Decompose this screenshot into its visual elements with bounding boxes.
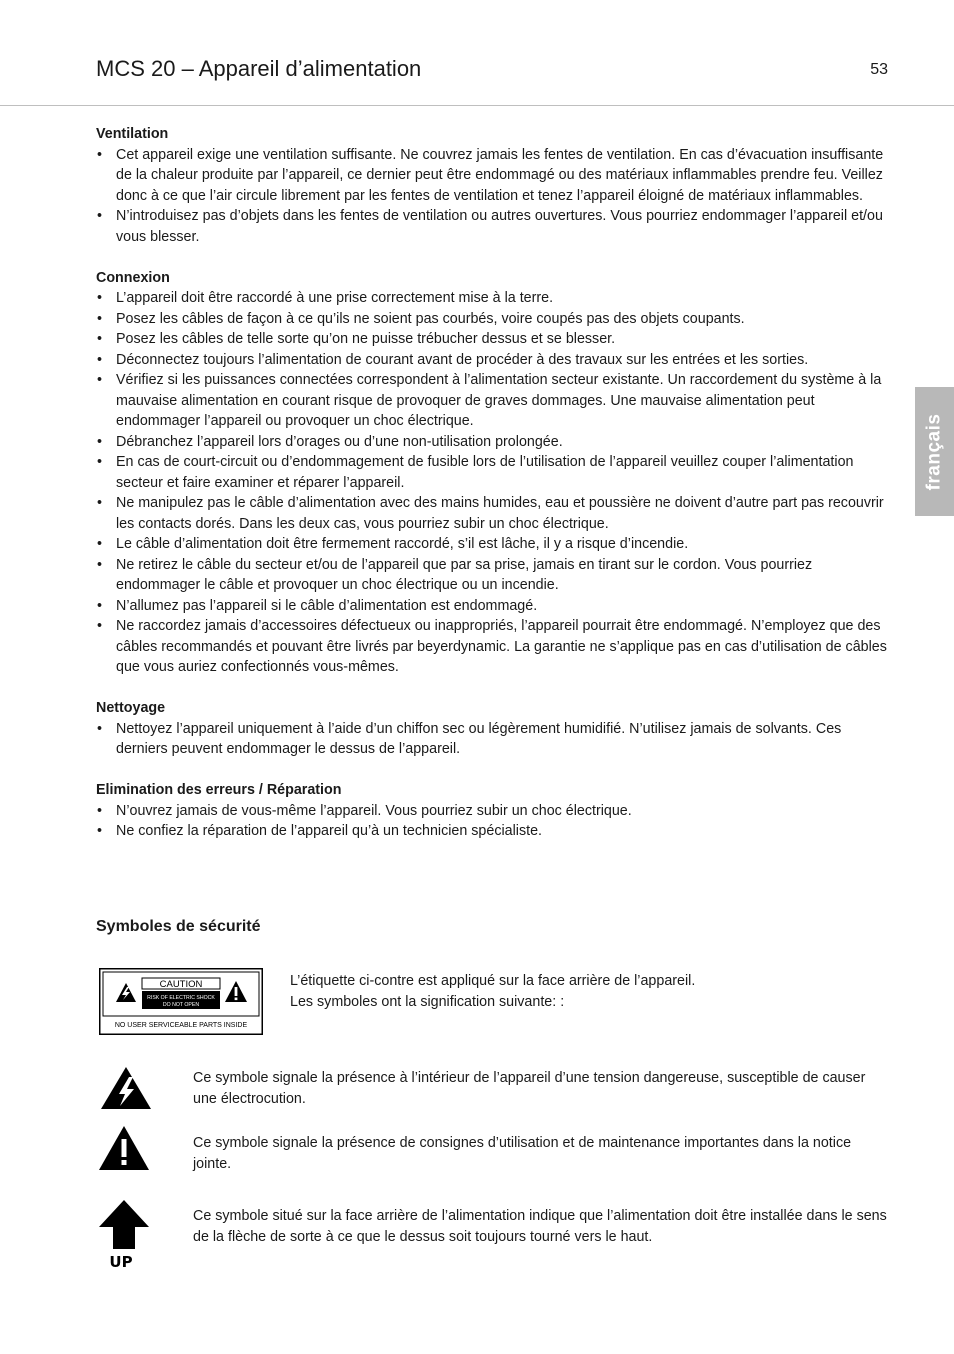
header-divider (0, 105, 954, 106)
caution-line-2: DO NOT OPEN (162, 1002, 200, 1008)
caution-description-line: Les symboles ont la signification suivante: : (290, 993, 565, 1010)
section-heading: Nettoyage (96, 700, 166, 716)
caution-label-image (99, 968, 263, 1035)
list-item: • En cas de court-circuit ou d’endommagement de fusible lors de l’utilisation de l’appareil veuillez couper l’alimentation secteur et faire examiner et réparer l’appareil. (96, 452, 891, 493)
list-item: • N’allumez pas l’appareil si le câble d’alimentation est endommagé. (96, 596, 891, 617)
caution-word: CAUTION (159, 979, 203, 990)
list-item: • Ne raccordez jamais d’accessoires défectueux ou inappropriés, l’appareil pourrait être endommagé. N’employez que des câbles recommandés et pouvant être livrés par beyerdynamic. La garantie ne s’applique pas en cas d’utilisation de câbles que vous auriez confectionnés vous-mêmes. (96, 616, 891, 678)
list-item: • Posez les câbles de telle sorte qu’on ne puisse trébucher dessus et se blesser. (96, 329, 891, 350)
lightning-warning-icon (100, 1066, 152, 1110)
caution-footer: NO USER SERVICEABLE PARTS INSIDE (114, 1022, 248, 1029)
caution-description-line: L’étiquette ci-contre est appliqué sur la face arrière de l’appareil. (290, 973, 696, 989)
page-title: MCS 20 – Appareil d’alimentation (96, 56, 422, 81)
section-reparation (96, 780, 891, 842)
bullet-list (96, 288, 891, 678)
section-connexion (96, 268, 891, 678)
list-item: • Débranchez l’appareil lors d’orages ou d’une non-utilisation prolongée. (96, 432, 891, 453)
section-nettoyage (96, 698, 891, 760)
list-item: • Le câble d’alimentation doit être fermement raccordé, s’il est lâche, il y a risque d’incendie. (96, 534, 891, 555)
list-item: • Déconnectez toujours l’alimentation de courant avant de procéder à des travaux sur les entrées et les sorties. (96, 350, 891, 371)
symbol-description: Ce symbole situé sur la face arrière de l’alimentation indique que l’alimentation doit être installée dans le sens de la flèche de sorte à ce que le dessus soit toujours tourné vers le haut. (193, 1208, 887, 1245)
section-heading: Connexion (96, 269, 170, 286)
list-item: • Cet appareil exige une ventilation suffisante. Ne couvrez jamais les fentes de ventilation. En cas d’évacuation insuffisante de la chaleur produite par l’appareil, ce dernier peut être endommagé ou des matériaux inflammables prendre feu. Veillez donc à ce que l’air circule librement par les fentes de ventilation et tenez l’appareil éloigné de matériaux inflammables. (96, 145, 891, 207)
list-item: • Vérifiez si les puissances connectées correspondent à l’alimentation secteur existante. Un raccordement du système à la mauvaise alimentation en courant risque de provoquer de graves dommages. Une mauvaise alimentation peut endommager l’appareil ou provoquer un choc électrique. (96, 370, 891, 432)
bullet-list (96, 145, 891, 248)
list-item: • Nettoyez l’appareil uniquement à l’aide d’un chiffon sec ou légèrement humidifié. N’utilisez jamais de solvants. Ces derniers peuvent endommager le dessus de l’appareil. (96, 719, 891, 760)
language-tab-label: français (923, 413, 945, 490)
section-heading: Ventilation (96, 126, 169, 142)
exclamation-warning-icon (98, 1125, 150, 1171)
list-item: • L’appareil doit être raccordé à une prise correctement mise à la terre. (96, 288, 891, 309)
section-heading: Elimination des erreurs / Réparation (96, 782, 342, 798)
caution-line-1: RISK OF ELECTRIC SHOCK (147, 995, 215, 1001)
symbols-heading: Symboles de sécurité (96, 918, 261, 935)
page-number: 53 (870, 61, 888, 78)
up-arrow-icon (98, 1199, 150, 1271)
list-item: • N’introduisez pas d’objets dans les fentes de ventilation ou autres ouvertures. Vous pourriez endommager l’appareil et/ou vous blesser. (96, 206, 891, 247)
list-item: • Ne retirez le câble du secteur et/ou de l’appareil que par sa prise, jamais en tirant sur le cordon. Vous pourriez endommager le câble et provoquer un choc électrique ou un incendie. (96, 555, 891, 596)
bullet-list (96, 719, 891, 760)
section-ventilation (96, 124, 891, 247)
list-item: • Ne manipulez pas le câble d’alimentation avec des mains humides, eau et poussière ne doivent d’autre part pas recouvrir les contacts dorés. Dans les deux cas, vous pourriez subir un choc électrique. (96, 493, 891, 534)
list-item: • N’ouvrez jamais de vous-même l’appareil. Vous pourriez subir un choc électrique. (96, 801, 891, 822)
symbol-description: Ce symbole signale la présence à l’intérieur de l’appareil d’une tension dangereuse, susceptible de causer une électrocution. (193, 1070, 866, 1107)
bullet-list (96, 801, 891, 842)
symbol-description: Ce symbole signale la présence de consignes d’utilisation et de maintenance importantes dans la notice jointe. (193, 1135, 852, 1172)
caution-description (290, 971, 695, 1012)
list-item: • Posez les câbles de façon à ce qu’ils ne soient pas courbés, voire coupés pas des objets coupants. (96, 309, 891, 330)
list-item: • Ne confiez la réparation de l’appareil qu’à un technicien spécialiste. (96, 821, 891, 842)
up-label: UP (109, 1253, 133, 1271)
safety-instructions (96, 124, 891, 862)
language-tab (915, 387, 954, 516)
